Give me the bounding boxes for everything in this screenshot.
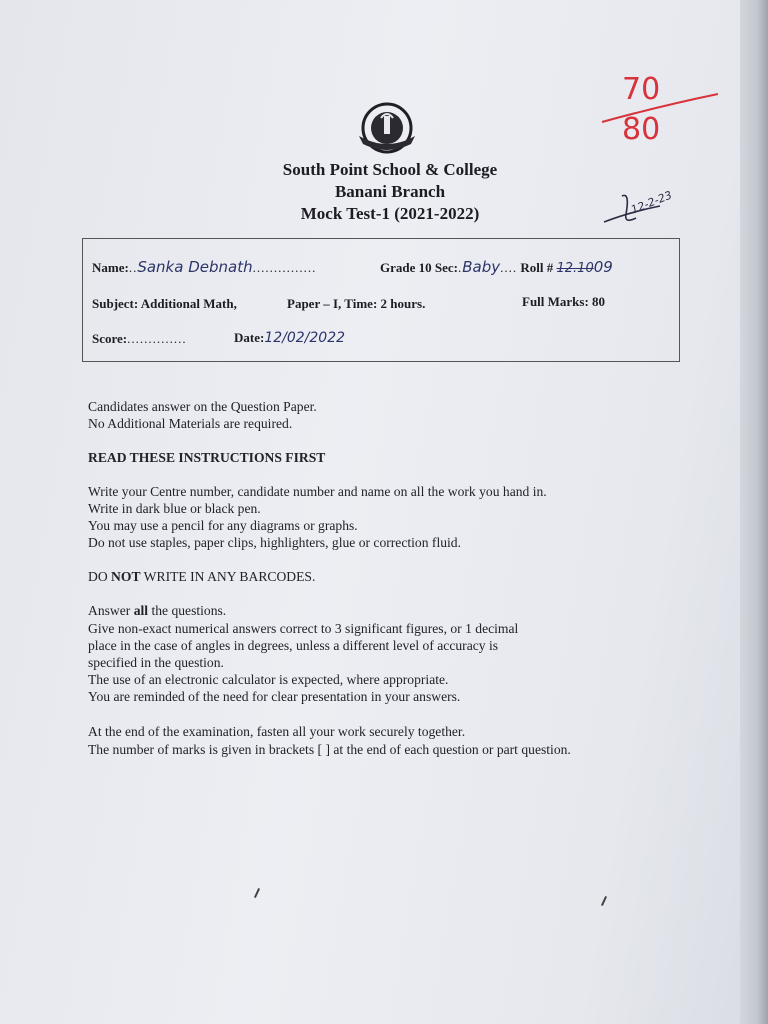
subject-label: Subject: Additional Math, (92, 296, 237, 311)
intro-line-2: No Additional Materials are required. (88, 416, 293, 431)
answer-all-line (88, 602, 226, 619)
instruction-line: You are reminded of the need for clear presentation in your answers. (88, 689, 461, 704)
roll-struck: 12.10 (556, 261, 594, 276)
instruction-line: Write in dark blue or black pen. (88, 501, 261, 516)
marks-total: 80 (622, 112, 661, 147)
name-value: Sanka Debnath (137, 258, 253, 276)
instructions-heading: READ THESE INSTRUCTIONS FIRST (88, 450, 326, 465)
date-label: Date: (234, 330, 265, 345)
instruction-line: specified in the question. (88, 655, 224, 670)
answer-post: the questions. (148, 603, 227, 618)
intro-line-1: Candidates answer on the Question Paper. (88, 399, 317, 414)
name-row (92, 258, 316, 276)
page-edge (740, 0, 768, 1024)
score-label: Score: (92, 331, 128, 346)
name-label: Name: (92, 260, 129, 275)
marks-obtained: 70 (622, 72, 661, 107)
answer-bold: all (133, 603, 149, 618)
paper-label: Paper – I, Time: 2 hours. (287, 296, 426, 311)
roll-value: 09 (593, 258, 613, 276)
name-dots: .. (128, 260, 138, 275)
barcode-post: WRITE IN ANY BARCODES. (140, 569, 316, 584)
barcode-bold: NOT (111, 569, 141, 584)
name-dots-trail: ............... (252, 260, 317, 275)
signature-date: 12-2-23 (629, 188, 674, 217)
exam-title: Mock Test-1 (2021-2022) (300, 204, 480, 223)
full-marks-label: Full Marks: 80 (522, 294, 606, 309)
fraction-line (600, 88, 722, 128)
instruction-line: The use of an electronic calculator is expected, where appropriate. (88, 672, 449, 687)
score-dots: .............. (127, 331, 187, 346)
barcode-warning (88, 568, 315, 585)
instruction-line: At the end of the examination, fasten all your work securely together. (88, 724, 466, 739)
school-name: South Point School & College (282, 160, 498, 179)
instruction-line: place in the case of angles in degrees, unless a different level of accuracy is (88, 638, 499, 653)
barcode-pre: DO (88, 569, 112, 584)
instruction-line: Write your Centre number, candidate number and name on all the work you hand in. (88, 484, 547, 499)
instruction-line: You may use a pencil for any diagrams or graphs. (88, 518, 358, 533)
score-row (92, 331, 187, 347)
grade-sec-label: Grade 10 Sec: (380, 260, 458, 275)
instruction-line: Give non-exact numerical answers correct to 3 significant figures, or 1 decimal (88, 621, 519, 636)
sec-dots: . (457, 260, 463, 275)
grade-row (380, 258, 613, 276)
section-value: Baby (462, 258, 501, 276)
instruction-line: The number of marks is given in brackets [ ] at the end of each question or part question. (88, 742, 571, 757)
instruction-line: Do not use staples, paper clips, highlighters, glue or correction fluid. (88, 535, 461, 550)
answer-pre: Answer (88, 603, 134, 618)
school-crest-icon (355, 98, 419, 158)
date-row (234, 330, 345, 346)
date-value: 12/02/2022 (264, 330, 346, 346)
sec-dots-trail: .... (500, 260, 518, 275)
branch-name: Banani Branch (334, 182, 446, 201)
roll-label: Roll # (520, 260, 554, 275)
